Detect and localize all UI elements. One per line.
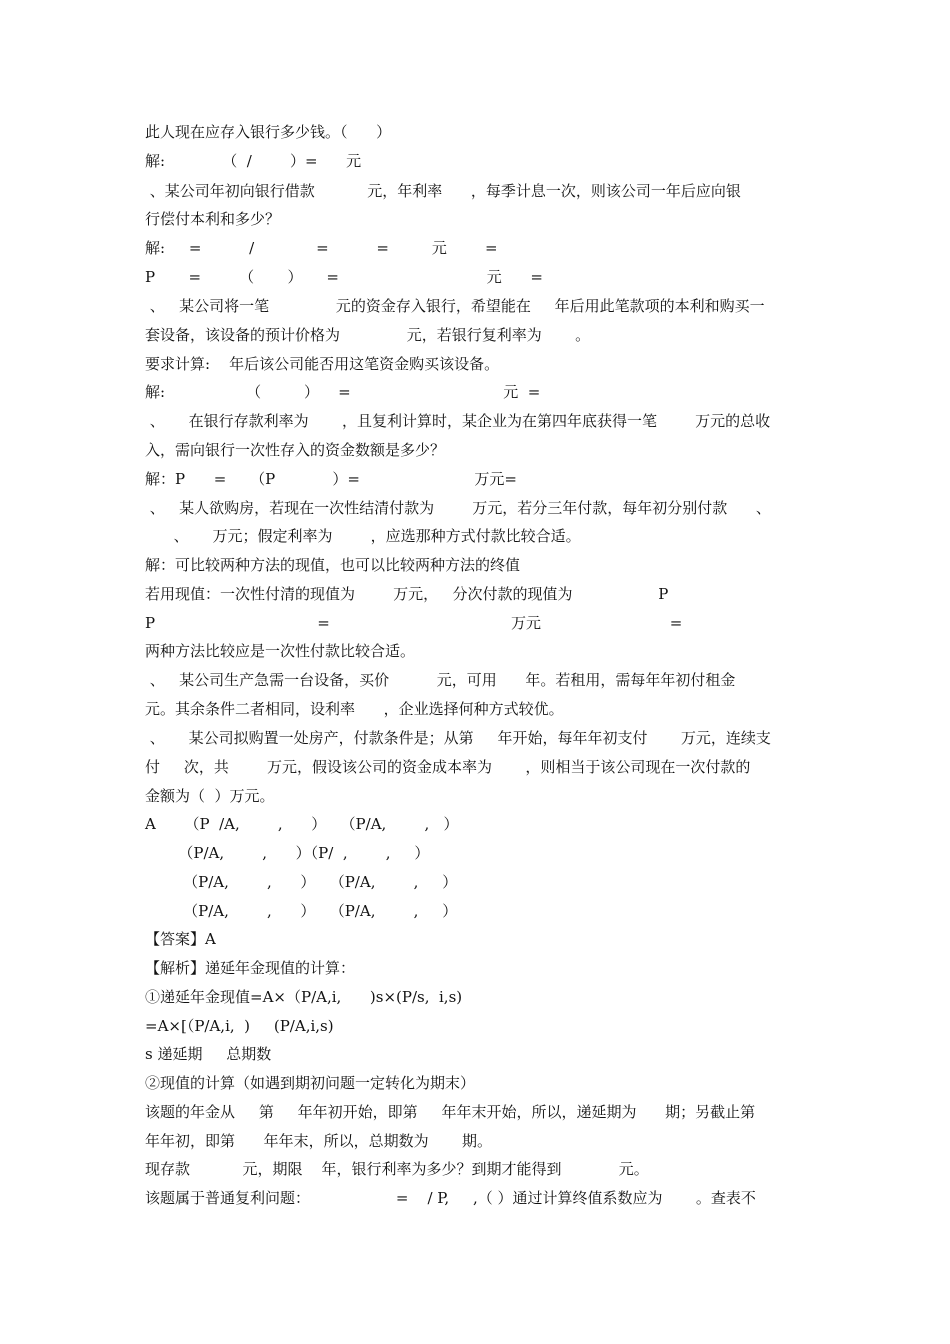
- text-line: 、 某公司将一笔 元的资金存入银行，希望能在 年后用此笔款项的本利和购买一: [145, 297, 765, 315]
- text-line: 现存款 元，期限 年，银行利率为多少？到期才能得到 元。: [145, 1160, 649, 1178]
- text-line: 套设备，该设备的预计价格为 元，若银行复利率为 。: [145, 326, 591, 344]
- text-line: 解: （ ） = 元 =: [145, 383, 541, 401]
- text-line: 金额为（ ）万元。: [145, 787, 275, 805]
- text-line: 行偿付本利和多少？: [145, 210, 281, 228]
- text-line: 两种方法比较应是一次性付款比较合适。: [145, 642, 416, 660]
- text-line: 若用现值：一次性付清的现值为 万元， 分次付款的现值为 P: [145, 585, 669, 603]
- text-line: 此人现在应存入银行多少钱。（ ）: [145, 123, 392, 141]
- answer-line: 【答案】A: [145, 930, 216, 948]
- text-line: P = （ ） = 元 =: [145, 268, 543, 286]
- text-line: 、 万元；假定利率为 ，应选那种方式付款比较合适。: [145, 527, 581, 545]
- text-line: 、某公司年初向银行借款 元，年利率 ，每季计息一次，则该公司一年后应向银: [145, 182, 741, 200]
- text-line: 、 某公司拟购置一处房产，付款条件是；从第 年开始，每年年初支付 万元，连续支: [145, 729, 771, 747]
- text-line: 解: = / = = 元 =: [145, 239, 498, 257]
- text-line: 年年初，即第 年年末，所以，总期数为 期。: [145, 1132, 492, 1150]
- option-b: （P/A, , ）（P/ , , ）: [145, 844, 430, 862]
- text-line: ②现值的计算（如遇到期初问题一定转化为期末）: [145, 1074, 476, 1092]
- text-line: 解：可比较两种方法的现值，也可以比较两种方法的终值: [145, 556, 521, 574]
- text-line: 元。其余条件二者相同，设利率 ，企业选择何种方式较优。: [145, 700, 564, 718]
- text-line: =A×[（P/A,i, ) (P/A,i,s): [145, 1017, 334, 1035]
- analysis-heading: 【解析】递延年金现值的计算：: [145, 959, 356, 977]
- text-line: 入，需向银行一次性存入的资金数额是多少？: [145, 441, 446, 459]
- text-line: s 递延期 总期数: [145, 1045, 272, 1063]
- text-line: 该题的年金从 第 年年初开始，即第 年年末开始，所以，递延期为 期；另截止第: [145, 1103, 756, 1121]
- text-line: ①递延年金现值=A×（P/A,i, )s×(P/s, i,s): [145, 988, 463, 1006]
- text-line: 该题属于普通复利问题： = / P, ,（ ）通过计算终值系数应为 。查表不: [145, 1189, 756, 1207]
- option-a: A （P /A, , ） （P/A, , ）: [145, 815, 459, 833]
- text-line: 、 在银行存款利率为 ，且复利计算时，某企业为在第四年底获得一笔 万元的总收: [145, 412, 771, 430]
- text-line: 、 某人欲购房，若现在一次性结清付款为 万元，若分三年付款，每年初分别付款 、: [145, 499, 771, 517]
- text-line: 解: （ / ）= 元: [145, 152, 362, 170]
- text-line: 要求计算: 年后该公司能否用这笔资金购买该设备。: [145, 355, 500, 373]
- text-line: 、 某公司生产急需一台设备，买价 元，可用 年。若租用，需每年年初付租金: [145, 671, 736, 689]
- text-line: 解：P = （P ）= 万元=: [145, 470, 517, 488]
- text-line: 付 次，共 万元，假设该公司的资金成本率为 ，则相当于该公司现在一次付款的: [145, 758, 751, 776]
- option-c: （P/A, , ） （P/A, , ）: [145, 873, 458, 891]
- option-d: （P/A, , ） （P/A, , ）: [145, 902, 458, 920]
- text-line: P = 万元 =: [145, 614, 683, 632]
